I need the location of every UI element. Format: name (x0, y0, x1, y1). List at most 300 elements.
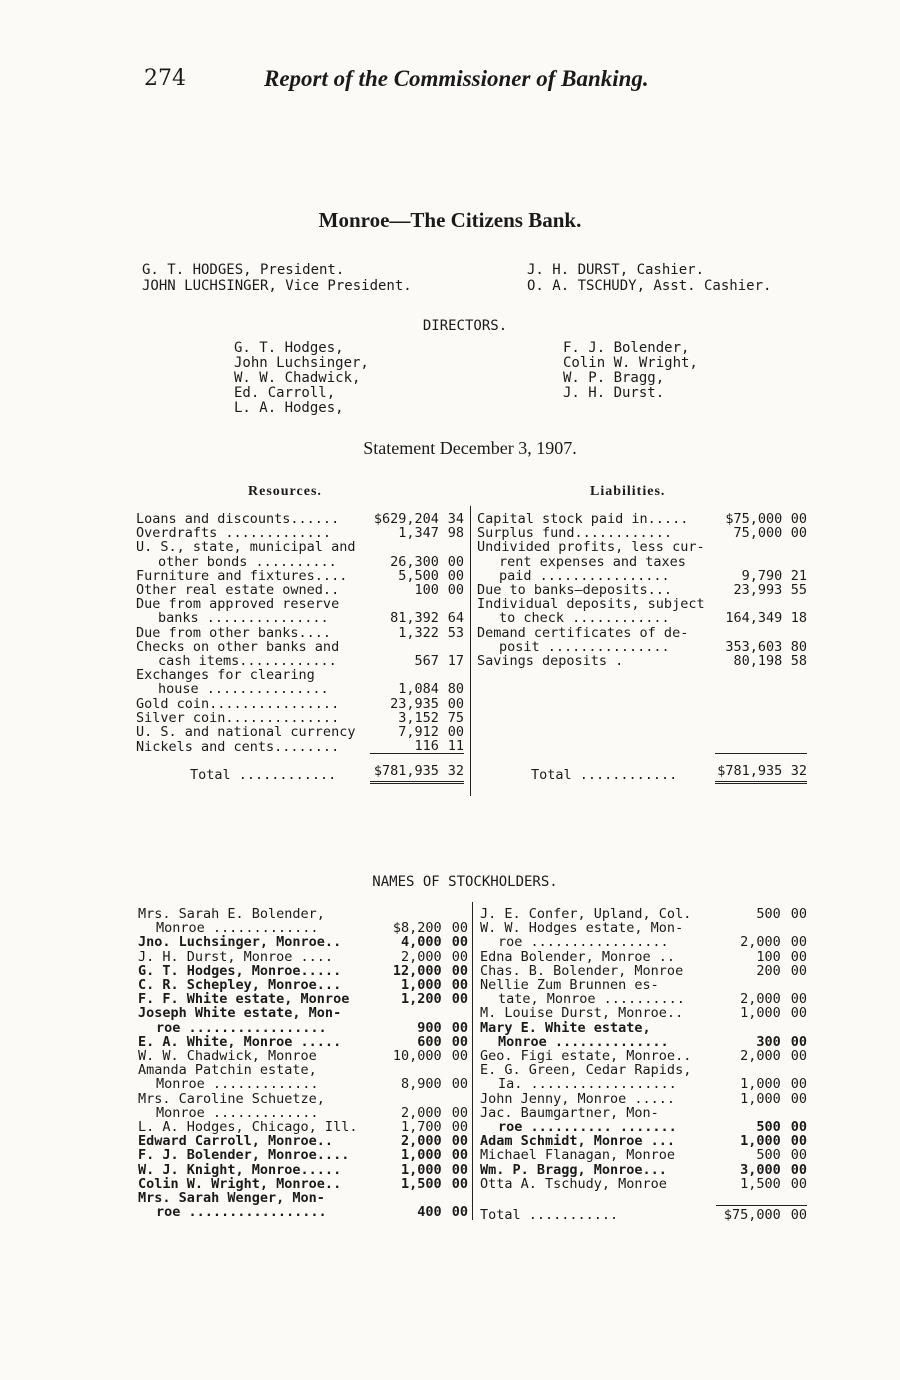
resource-row (136, 725, 464, 739)
row-cents: 00 (451, 1161, 468, 1178)
row-amount: 500 (756, 1119, 781, 1136)
row-amount: 1,700 (400, 1119, 442, 1136)
row-cents: 00 (447, 724, 464, 741)
row-amount: 5,500 (398, 567, 439, 584)
stockholder-row (138, 1063, 468, 1077)
row-cents: 00 (790, 525, 807, 542)
row-label: U. S., state, municipal and (136, 539, 356, 556)
row-cents: 00 (451, 1175, 468, 1192)
stockholder-row (138, 1021, 468, 1035)
director-name: J. H. Durst. (563, 385, 665, 401)
row-cents: 58 (790, 653, 807, 670)
resource-row (136, 697, 464, 711)
row-amount: 9,790 (741, 567, 783, 584)
officer-line: JOHN LUCHSINGER, Vice President. (142, 278, 412, 294)
stockholder-row (138, 1106, 468, 1120)
director-name: F. J. Bolender, (563, 340, 690, 356)
page-number: 274 (144, 66, 186, 91)
row-amount: 1,200 (400, 991, 442, 1008)
stockholder-row (138, 935, 468, 949)
row-amount (386, 907, 450, 921)
row-amount (370, 640, 447, 654)
stockholder-row (138, 1148, 468, 1162)
liabilities-heading: Liabilities. (590, 484, 666, 499)
row-cents: 00 (790, 511, 807, 527)
row-amount: 2,000 (740, 1048, 781, 1065)
row-cents: 21 (790, 567, 807, 584)
row-cents: 34 (447, 511, 464, 527)
spacer-row (477, 739, 807, 754)
row-label: E. G. Green, Cedar Rapids, (480, 1062, 692, 1079)
row-cents: 00 (451, 920, 468, 937)
row-label: Checks on other banks and (136, 638, 340, 655)
row-cents: 00 (447, 553, 464, 570)
directors-left (234, 341, 369, 416)
row-cents: 00 (790, 1076, 807, 1093)
row-amount: 1,000 (740, 1005, 781, 1022)
row-label: Ia. .................. (498, 1076, 677, 1093)
row-amount: 2,000 (400, 948, 442, 965)
row-label: G. T. Hodges, Monroe..... (138, 962, 342, 979)
running-title: Report of the Commissioner of Banking. (264, 66, 649, 91)
stockholder-row (138, 1035, 468, 1049)
stockholder-row (138, 964, 468, 978)
row-amount (716, 978, 789, 992)
stockholder-row (138, 1163, 468, 1177)
stockholder-row (480, 1163, 807, 1177)
row-label: Jac. Baumgartner, Mon- (480, 1104, 659, 1121)
stockholder-row (480, 964, 807, 978)
row-amount: 10,000 (392, 1048, 442, 1065)
resource-row (136, 569, 464, 583)
row-label: Due to banks—deposits... (477, 582, 673, 599)
resources-table (136, 512, 464, 784)
director-name: John Luchsinger, (234, 355, 369, 371)
row-cents: 00 (447, 567, 464, 584)
stockholder-row (138, 1006, 468, 1020)
liability-row (477, 640, 807, 654)
row-amount (370, 540, 447, 554)
spacer-row (480, 1191, 807, 1206)
row-label: tate, Monroe .......... (498, 991, 685, 1008)
row-label: J. H. Durst, Monroe .... (138, 948, 334, 965)
bank-title: Monroe—The Citizens Bank. (318, 208, 582, 232)
liability-row (477, 626, 807, 640)
liability-row (477, 555, 807, 569)
row-label: paid ................ (499, 567, 670, 584)
resources-heading: Resources. (248, 484, 322, 499)
row-cents: 53 (447, 624, 464, 641)
liability-row (477, 611, 807, 625)
spacer-row (477, 711, 807, 725)
row-cents: 00 (790, 1033, 807, 1050)
column-divider (472, 902, 473, 1220)
resource-row (136, 654, 464, 668)
total-amount: $781,935 (715, 754, 790, 782)
total-label: Total ........... (480, 1207, 619, 1224)
row-amount: 200 (756, 962, 781, 979)
row-label: Nickels and cents........ (136, 738, 340, 755)
row-amount: $75,000 (725, 511, 783, 527)
stockholder-row (138, 992, 468, 1006)
row-label: F. F. White estate, Monroe (138, 991, 350, 1008)
row-amount: 7,912 (398, 724, 439, 741)
stockholder-row (480, 950, 807, 964)
row-label: Due from approved reserve (136, 596, 340, 613)
resource-row (136, 583, 464, 597)
row-cents: 00 (451, 962, 468, 979)
row-label: F. J. Bolender, Monroe.... (138, 1147, 350, 1164)
row-cents (447, 668, 464, 682)
row-label: Silver coin.............. (136, 709, 340, 726)
resource-row (136, 540, 464, 554)
row-amount (716, 1021, 789, 1035)
spacer-row (477, 668, 807, 682)
row-amount: 100 (756, 948, 781, 965)
row-amount: 75,000 (733, 525, 783, 542)
row-label: Other real estate owned.. (136, 582, 340, 599)
row-amount: 353,603 (725, 638, 783, 655)
row-cents (789, 1063, 807, 1077)
row-label: Loans and discounts...... (136, 511, 340, 527)
row-amount (370, 668, 447, 682)
row-label: John Jenny, Monroe ..... (480, 1090, 676, 1107)
resource-row (136, 555, 464, 569)
total-cents: 32 (790, 754, 807, 782)
row-cents: 00 (451, 991, 468, 1008)
row-label: roe ................. (156, 1204, 327, 1221)
row-cents (447, 597, 464, 611)
row-label: roe ................. (156, 1019, 327, 1036)
resource-row (136, 611, 464, 625)
statement-date: Statement December 3, 1907. (363, 438, 577, 458)
row-label: Adam Schmidt, Monroe ... (480, 1133, 676, 1150)
row-label: Edna Bolender, Monroe .. (480, 948, 676, 965)
directors-right (563, 341, 698, 401)
row-cents: 00 (451, 1119, 468, 1136)
stockholder-row (138, 907, 468, 921)
row-cents: 00 (451, 1204, 468, 1221)
total-cents: 32 (447, 754, 464, 782)
row-label: Amanda Patchin estate, (138, 1062, 317, 1079)
stockholder-row (480, 978, 807, 992)
row-amount (715, 555, 790, 569)
row-label: Otta A. Tschudy, Monroe (480, 1175, 667, 1192)
row-amount (715, 597, 790, 611)
row-label: Monroe ............. (156, 1104, 319, 1121)
row-cents: 00 (790, 1005, 807, 1022)
row-amount (386, 1063, 450, 1077)
row-amount (716, 1106, 789, 1120)
stockholder-row (480, 1106, 807, 1120)
row-label: other bonds .......... (158, 553, 337, 570)
stockholder-row (138, 1134, 468, 1148)
row-cents (447, 640, 464, 654)
row-label: banks ............... (158, 610, 329, 627)
row-cents (450, 907, 468, 921)
total-row (477, 754, 807, 782)
row-cents (450, 1191, 468, 1205)
stockholder-row (138, 1049, 468, 1063)
director-name: W. W. Chadwick, (234, 370, 361, 386)
row-amount: 1,500 (740, 1175, 781, 1192)
row-amount: 500 (756, 906, 781, 922)
row-cents: 00 (451, 1033, 468, 1050)
row-amount: 400 (417, 1204, 442, 1221)
row-label: Wm. P. Bragg, Monroe... (480, 1161, 667, 1178)
stockholder-row (480, 921, 807, 935)
row-cents: 00 (447, 582, 464, 599)
row-label: Edward Carroll, Monroe.. (138, 1133, 334, 1150)
resource-row (136, 526, 464, 540)
row-cents: 00 (451, 1019, 468, 1036)
row-cents: 80 (790, 638, 807, 655)
total-amount: $75,000 (716, 1206, 789, 1223)
row-label: to check ............ (499, 610, 670, 627)
resource-row (136, 668, 464, 682)
row-label: Savings deposits . (477, 653, 624, 670)
stockholder-row (138, 1120, 468, 1134)
row-label: Capital stock paid in..... (477, 511, 689, 527)
row-label: Monroe ............. (156, 920, 319, 937)
row-cents (789, 1021, 807, 1035)
resource-row (136, 626, 464, 640)
row-amount: 23,935 (390, 695, 439, 712)
director-name: Ed. Carroll, (234, 385, 336, 401)
row-cents: 00 (447, 695, 464, 712)
stockholders-heading: NAMES OF STOCKHOLDERS. (372, 874, 558, 890)
director-name: Colin W. Wright, (563, 355, 698, 371)
row-amount: $8,200 (392, 920, 442, 937)
stockholder-row (480, 1063, 807, 1077)
stockholders-right-table (480, 907, 807, 1222)
liability-row (477, 597, 807, 611)
total-cents: 00 (790, 1207, 807, 1224)
stockholder-row (480, 1134, 807, 1148)
row-amount: $629,204 (373, 511, 439, 527)
row-amount: 116 (414, 738, 439, 755)
row-label: Geo. Figi estate, Monroe.. (480, 1048, 692, 1065)
stockholders-left-table (138, 907, 468, 1219)
row-cents: 00 (790, 1175, 807, 1192)
row-cents (450, 1006, 468, 1020)
row-cents: 00 (451, 1048, 468, 1065)
stockholder-row (480, 1049, 807, 1063)
row-cents: 55 (790, 582, 807, 599)
row-amount: 164,349 (725, 610, 783, 627)
row-amount: 1,084 (398, 681, 439, 698)
spacer-row (477, 697, 807, 711)
row-cents: 17 (447, 653, 464, 670)
column-divider (470, 506, 471, 796)
row-amount: 23,993 (733, 582, 783, 599)
row-amount: 2,000 (400, 1104, 442, 1121)
row-amount: 500 (756, 1147, 781, 1164)
row-cents: 80 (447, 681, 464, 698)
officers-left (142, 262, 412, 294)
row-amount: 100 (414, 582, 439, 599)
row-cents: 00 (790, 1133, 807, 1150)
row-label: Furniture and fixtures.... (136, 567, 348, 584)
stockholder-row (138, 978, 468, 992)
row-label: Due from other banks.... (136, 624, 332, 641)
stockholder-row (138, 1092, 468, 1106)
row-amount (386, 1191, 450, 1205)
row-amount: 26,300 (390, 553, 439, 570)
liability-row (477, 569, 807, 583)
row-amount (715, 626, 790, 640)
row-amount: 300 (756, 1033, 781, 1050)
row-amount: 8,900 (400, 1076, 442, 1093)
stockholder-row (480, 1035, 807, 1049)
row-cents: 00 (790, 948, 807, 965)
row-cents: 00 (790, 906, 807, 922)
row-cents: 00 (790, 991, 807, 1008)
row-amount: 1,000 (740, 1076, 781, 1093)
resource-row (136, 682, 464, 696)
row-amount: 900 (417, 1019, 442, 1036)
spacer-row (477, 725, 807, 739)
total-row (480, 1206, 807, 1223)
row-cents: 00 (790, 962, 807, 979)
row-cents: 00 (790, 1161, 807, 1178)
director-name: W. P. Bragg, (563, 370, 665, 386)
stockholder-row (138, 1205, 468, 1219)
row-cents: 00 (451, 1076, 468, 1093)
resource-row (136, 597, 464, 611)
row-label: M. Louise Durst, Monroe.. (480, 1005, 684, 1022)
row-label: Surplus fund............ (477, 525, 673, 542)
total-amount: $781,935 (370, 754, 447, 782)
total-row (136, 754, 464, 782)
row-label: W. W. Chadwick, Monroe (138, 1048, 317, 1065)
row-label: roe .......... ....... (498, 1119, 677, 1136)
stockholder-row (480, 1021, 807, 1035)
row-label: Monroe ............. (156, 1076, 319, 1093)
stockholder-row (480, 992, 807, 1006)
row-cents: 00 (451, 1133, 468, 1150)
officers-right (527, 262, 771, 294)
stockholder-row (480, 935, 807, 949)
stockholder-row (480, 1148, 807, 1162)
row-cents (790, 540, 807, 554)
page-header (144, 66, 788, 106)
row-cents (790, 555, 807, 569)
row-label: W. J. Knight, Monroe..... (138, 1161, 342, 1178)
row-label: Mrs. Caroline Schuetze, (138, 1090, 325, 1107)
row-label: Undivided profits, less cur- (477, 539, 705, 556)
row-label: Mrs. Sarah Wenger, Mon- (138, 1190, 325, 1207)
row-cents: 11 (447, 738, 464, 755)
resource-row (136, 512, 464, 526)
row-amount: 3,152 (398, 709, 439, 726)
row-amount: 1,500 (400, 1175, 442, 1192)
spacer-row (477, 682, 807, 696)
row-label: Colin W. Wright, Monroe.. (138, 1175, 342, 1192)
liability-row (477, 526, 807, 540)
row-label: Monroe .............. (498, 1033, 669, 1050)
row-label: rent expenses and taxes (499, 553, 686, 570)
row-amount: 2,000 (400, 1133, 442, 1150)
row-cents: 00 (790, 1090, 807, 1107)
row-cents (789, 1106, 807, 1120)
row-label: Mrs. Sarah E. Bolender, (138, 906, 325, 922)
row-amount: 3,000 (740, 1161, 781, 1178)
row-amount (716, 921, 789, 935)
stockholder-row (138, 1077, 468, 1091)
row-cents: 00 (790, 934, 807, 951)
row-label: house ............... (158, 681, 329, 698)
row-amount (715, 540, 790, 554)
liability-row (477, 654, 807, 668)
stockholder-row (480, 1077, 807, 1091)
row-cents: 98 (447, 525, 464, 542)
row-label: W. W. Hodges estate, Mon- (480, 920, 684, 937)
row-cents (447, 540, 464, 554)
row-amount: 1,000 (740, 1090, 781, 1107)
row-amount: 1,000 (400, 1147, 442, 1164)
officer-line: O. A. TSCHUDY, Asst. Cashier. (527, 278, 772, 294)
stockholder-row (138, 921, 468, 935)
row-amount: 1,000 (740, 1133, 781, 1150)
row-label: Michael Flanagan, Monroe (480, 1147, 676, 1164)
row-cents (789, 921, 807, 935)
total-label: Total ............ (190, 766, 337, 783)
liability-row (477, 512, 807, 526)
row-label: Individual deposits, subject (477, 596, 705, 613)
row-cents: 00 (451, 934, 468, 951)
row-label: L. A. Hodges, Chicago, Ill. (138, 1119, 358, 1136)
resource-row (136, 711, 464, 725)
row-amount: 1,000 (400, 1161, 442, 1178)
row-cents (790, 597, 807, 611)
row-cents: 00 (451, 977, 468, 994)
resource-row (136, 640, 464, 654)
row-label: roe ................. (498, 934, 669, 951)
row-cents: 00 (451, 1104, 468, 1121)
row-label: Exchanges for clearing (136, 667, 315, 684)
row-cents: 00 (790, 1147, 807, 1164)
row-label: U. S. and national currency (136, 724, 356, 741)
row-cents: 64 (447, 610, 464, 627)
row-amount: 80,198 (733, 653, 783, 670)
row-amount: 567 (414, 653, 439, 670)
stockholder-row (138, 1191, 468, 1205)
row-label: Mary E. White estate, (480, 1019, 651, 1036)
row-amount: 2,000 (740, 991, 781, 1008)
row-label: Nellie Zum Brunnen es- (480, 977, 659, 994)
row-amount: 4,000 (400, 934, 442, 951)
liability-row (477, 583, 807, 597)
liabilities-table (477, 512, 807, 784)
director-name: L. A. Hodges, (234, 400, 344, 416)
row-label: Joseph White estate, Mon- (138, 1005, 342, 1022)
row-cents (790, 626, 807, 640)
row-amount: 2,000 (740, 934, 781, 951)
officer-line: G. T. HODGES, President. (142, 262, 345, 278)
row-label: posit ............... (499, 638, 670, 655)
row-amount: 12,000 (392, 962, 442, 979)
row-label: cash items............ (158, 653, 337, 670)
stockholder-row (480, 907, 807, 921)
row-amount (386, 1092, 450, 1106)
row-cents (450, 1092, 468, 1106)
row-cents: 75 (447, 709, 464, 726)
row-amount: 1,347 (398, 525, 439, 542)
row-amount: 600 (417, 1033, 442, 1050)
row-amount: 1,000 (400, 977, 442, 994)
row-amount: 81,392 (390, 610, 439, 627)
